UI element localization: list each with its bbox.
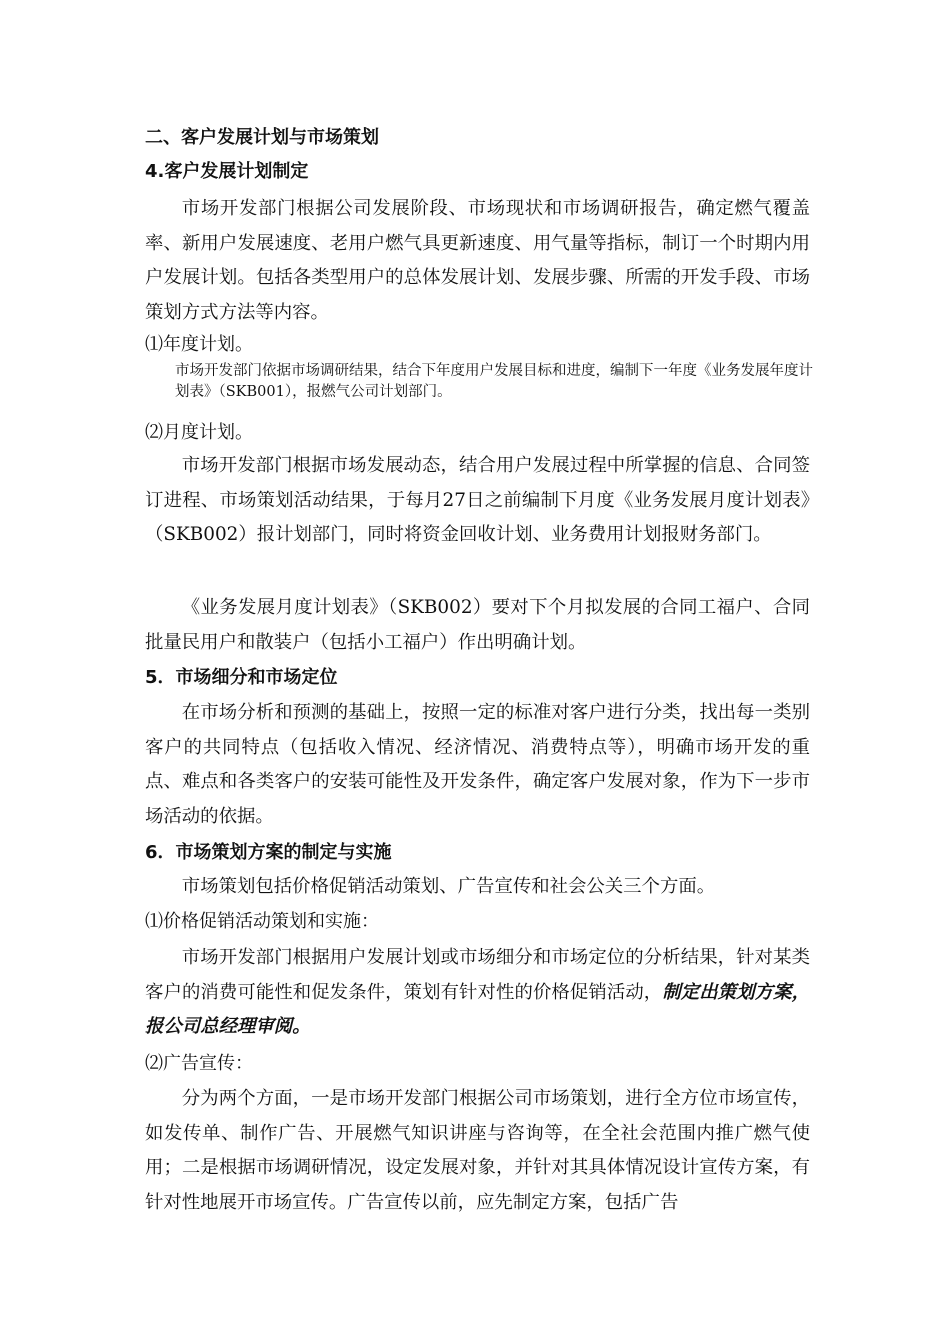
advertising-paragraph: 分为两个方面，一是市场开发部门根据公司市场策划，进行全方位市场宣传，如发传单、制作广告、开展燃气知识讲座与咨询等，在全社会范围内推广燃气使用；二是根据市场调研情况，设定发展对象，并针对其具体情况设计宣传方案，有针对性地展开市场宣传。广告宣传以前，应先制定方案，包括广告 [145,1088,810,1213]
item6-intro-paragraph: 市场策划包括价格促销活动策划、广告宣传和社会公关三个方面。 [181,876,716,897]
item6-heading: 6．市场策划方案的制定与实施 [145,842,392,863]
item5-paragraph: 在市场分析和预测的基础上，按照一定的标准对客户进行分类，找出每一类别客户的共同特点（包括收入情况、经济情况、消费特点等），明确市场开发的重点、难点和各类客户的安装可能性及开发条件，确定客户发展对象，作为下一步市场活动的依据。 [145,702,810,827]
item4-intro-paragraph: 市场开发部门根据公司发展阶段、市场现状和市场调研报告，确定燃气覆盖率、新用户发展速度、老用户燃气具更新速度、用气量等指标，制订一个时期内用户发展计划。包括各类型用户的总体发展计划、发展步骤、所需的开发手段、市场策划方式方法等内容。 [145,198,810,323]
item5-heading: 5．市场细分和市场定位 [145,667,338,688]
annual-plan-text: 市场开发部门依据市场调研结果，结合下年度用户发展目标和进度，编制下一年度《业务发展年度计划表》（SKB001），报燃气公司计划部门。 [175,363,813,400]
price-promotion-text: 市场开发部门根据用户发展计划或市场细分和市场定位的分析结果，针对某类客户的消费可能性和促发条件，策划有针对性的价格促销活动， [145,947,810,1003]
monthly-plan-paragraph: 市场开发部门根据市场发展动态，结合用户发展过程中所掌握的信息、合同签订进程、市场策划活动结果，于每月27日之前编制下月度《业务发展月度计划表》（SKB002）报计划部门，同时将资金回收计划、业务费用计划报财务部门。 [145,455,810,545]
item4-heading: 4.客户发展计划制定 [145,161,309,182]
monthly-plan-table-paragraph: 《业务发展月度计划表》（SKB002）要对下个月拟发展的合同工福户、合同批量民用户和散装户（包括小工福户）作出明确计划。 [145,597,810,653]
annual-plan-title: ⑴年度计划。 [145,334,253,355]
monthly-plan-title: ⑵月度计划。 [145,422,253,443]
section-heading: 二、客户发展计划与市场策划 [145,127,379,148]
advertising-title: ⑵广告宣传： [145,1053,253,1074]
price-promotion-emphasis: 制定出策划方案，报公司总经理审阅。 [145,981,810,1037]
price-promotion-paragraph [145,941,810,1045]
price-promotion-title: ⑴价格促销活动策划和实施： [145,911,379,932]
